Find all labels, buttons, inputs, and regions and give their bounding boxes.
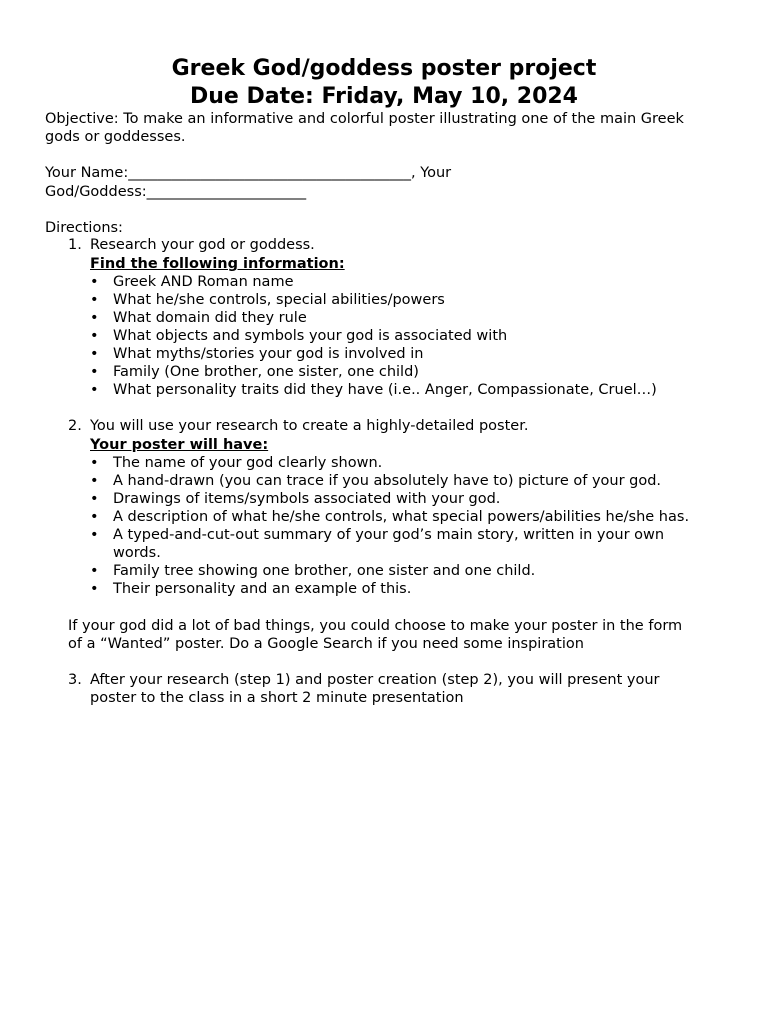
bullet-icon: • xyxy=(90,346,99,362)
bullet-icon: • xyxy=(90,527,99,543)
directions-label: Directions: xyxy=(45,220,123,236)
step-1-bullet: What he/she controls, special abilities/powers xyxy=(113,292,445,308)
step-1-bullet: What objects and symbols your god is associated with xyxy=(113,328,508,344)
step-2-text: You will use your research to create a highly-detailed poster. xyxy=(90,418,529,434)
step-3-line-2: poster to the class in a short 2 minute presentation xyxy=(90,690,464,706)
step-1-bullet: Family (One brother, one sister, one child) xyxy=(113,364,419,380)
bullet-icon: • xyxy=(90,563,99,579)
step-2-bullet: Their personality and an example of this. xyxy=(113,581,412,597)
step-2-bullet: The name of your god clearly shown. xyxy=(113,455,383,471)
bullet-icon: • xyxy=(90,455,99,471)
step-1-bullet: Greek AND Roman name xyxy=(113,274,294,290)
step-2-bullet: A hand-drawn (you can trace if you absolutely have to) picture of your god. xyxy=(113,473,662,489)
wanted-poster-note-line-2: of a “Wanted” poster. Do a Google Search if you need some inspiration xyxy=(68,636,584,652)
step-2-bullet: Drawings of items/symbols associated with your god. xyxy=(113,491,501,507)
bullet-icon: • xyxy=(90,310,99,326)
bullet-icon: • xyxy=(90,509,99,525)
name-field-line-2: God/Goddess:______________________ xyxy=(45,184,307,200)
step-1-text: Research your god or goddess. xyxy=(90,237,315,253)
step-2-number: 2. xyxy=(68,418,82,434)
bullet-icon: • xyxy=(90,491,99,507)
bullet-icon: • xyxy=(90,274,99,290)
step-1-bullet: What domain did they rule xyxy=(113,310,307,326)
step-1-bullet: What myths/stories your god is involved in xyxy=(113,346,424,362)
bullet-icon: • xyxy=(90,473,99,489)
objective-line-2: gods or goddesses. xyxy=(45,129,186,145)
step-2-bullet: A typed-and-cut-out summary of your god’s main story, written in your own xyxy=(113,527,665,543)
step-2-bullet: A description of what he/she controls, what special powers/abilities he/she has. xyxy=(113,509,690,525)
bullet-icon: • xyxy=(90,292,99,308)
step-1-bullet: What personality traits did they have (i.e.. Anger, Compassionate, Cruel…) xyxy=(113,382,657,398)
bullet-icon: • xyxy=(90,328,99,344)
wanted-poster-note-line-1: If your god did a lot of bad things, you could choose to make your poster in the form xyxy=(68,618,683,634)
bullet-icon: • xyxy=(90,364,99,380)
step-2-bullet-continuation: words. xyxy=(113,545,161,561)
name-field-line-1: Your Name:_______________________________________, Your xyxy=(45,165,452,181)
step-2-header: Your poster will have: xyxy=(90,437,269,453)
bullet-icon: • xyxy=(90,382,99,398)
step-2-bullet: Family tree showing one brother, one sister and one child. xyxy=(113,563,536,579)
title-line-1: Greek God/goddess poster project xyxy=(171,56,597,81)
step-1-number: 1. xyxy=(68,237,82,253)
objective-line-1: Objective: To make an informative and colorful poster illustrating one of the main Greek xyxy=(45,111,684,127)
step-3-line-1: After your research (step 1) and poster creation (step 2), you will present your xyxy=(90,672,660,688)
step-1-header: Find the following information: xyxy=(90,256,345,272)
step-3-number: 3. xyxy=(68,672,82,688)
bullet-icon: • xyxy=(90,581,99,597)
title-line-2-due-date: Due Date: Friday, May 10, 2024 xyxy=(189,84,578,109)
